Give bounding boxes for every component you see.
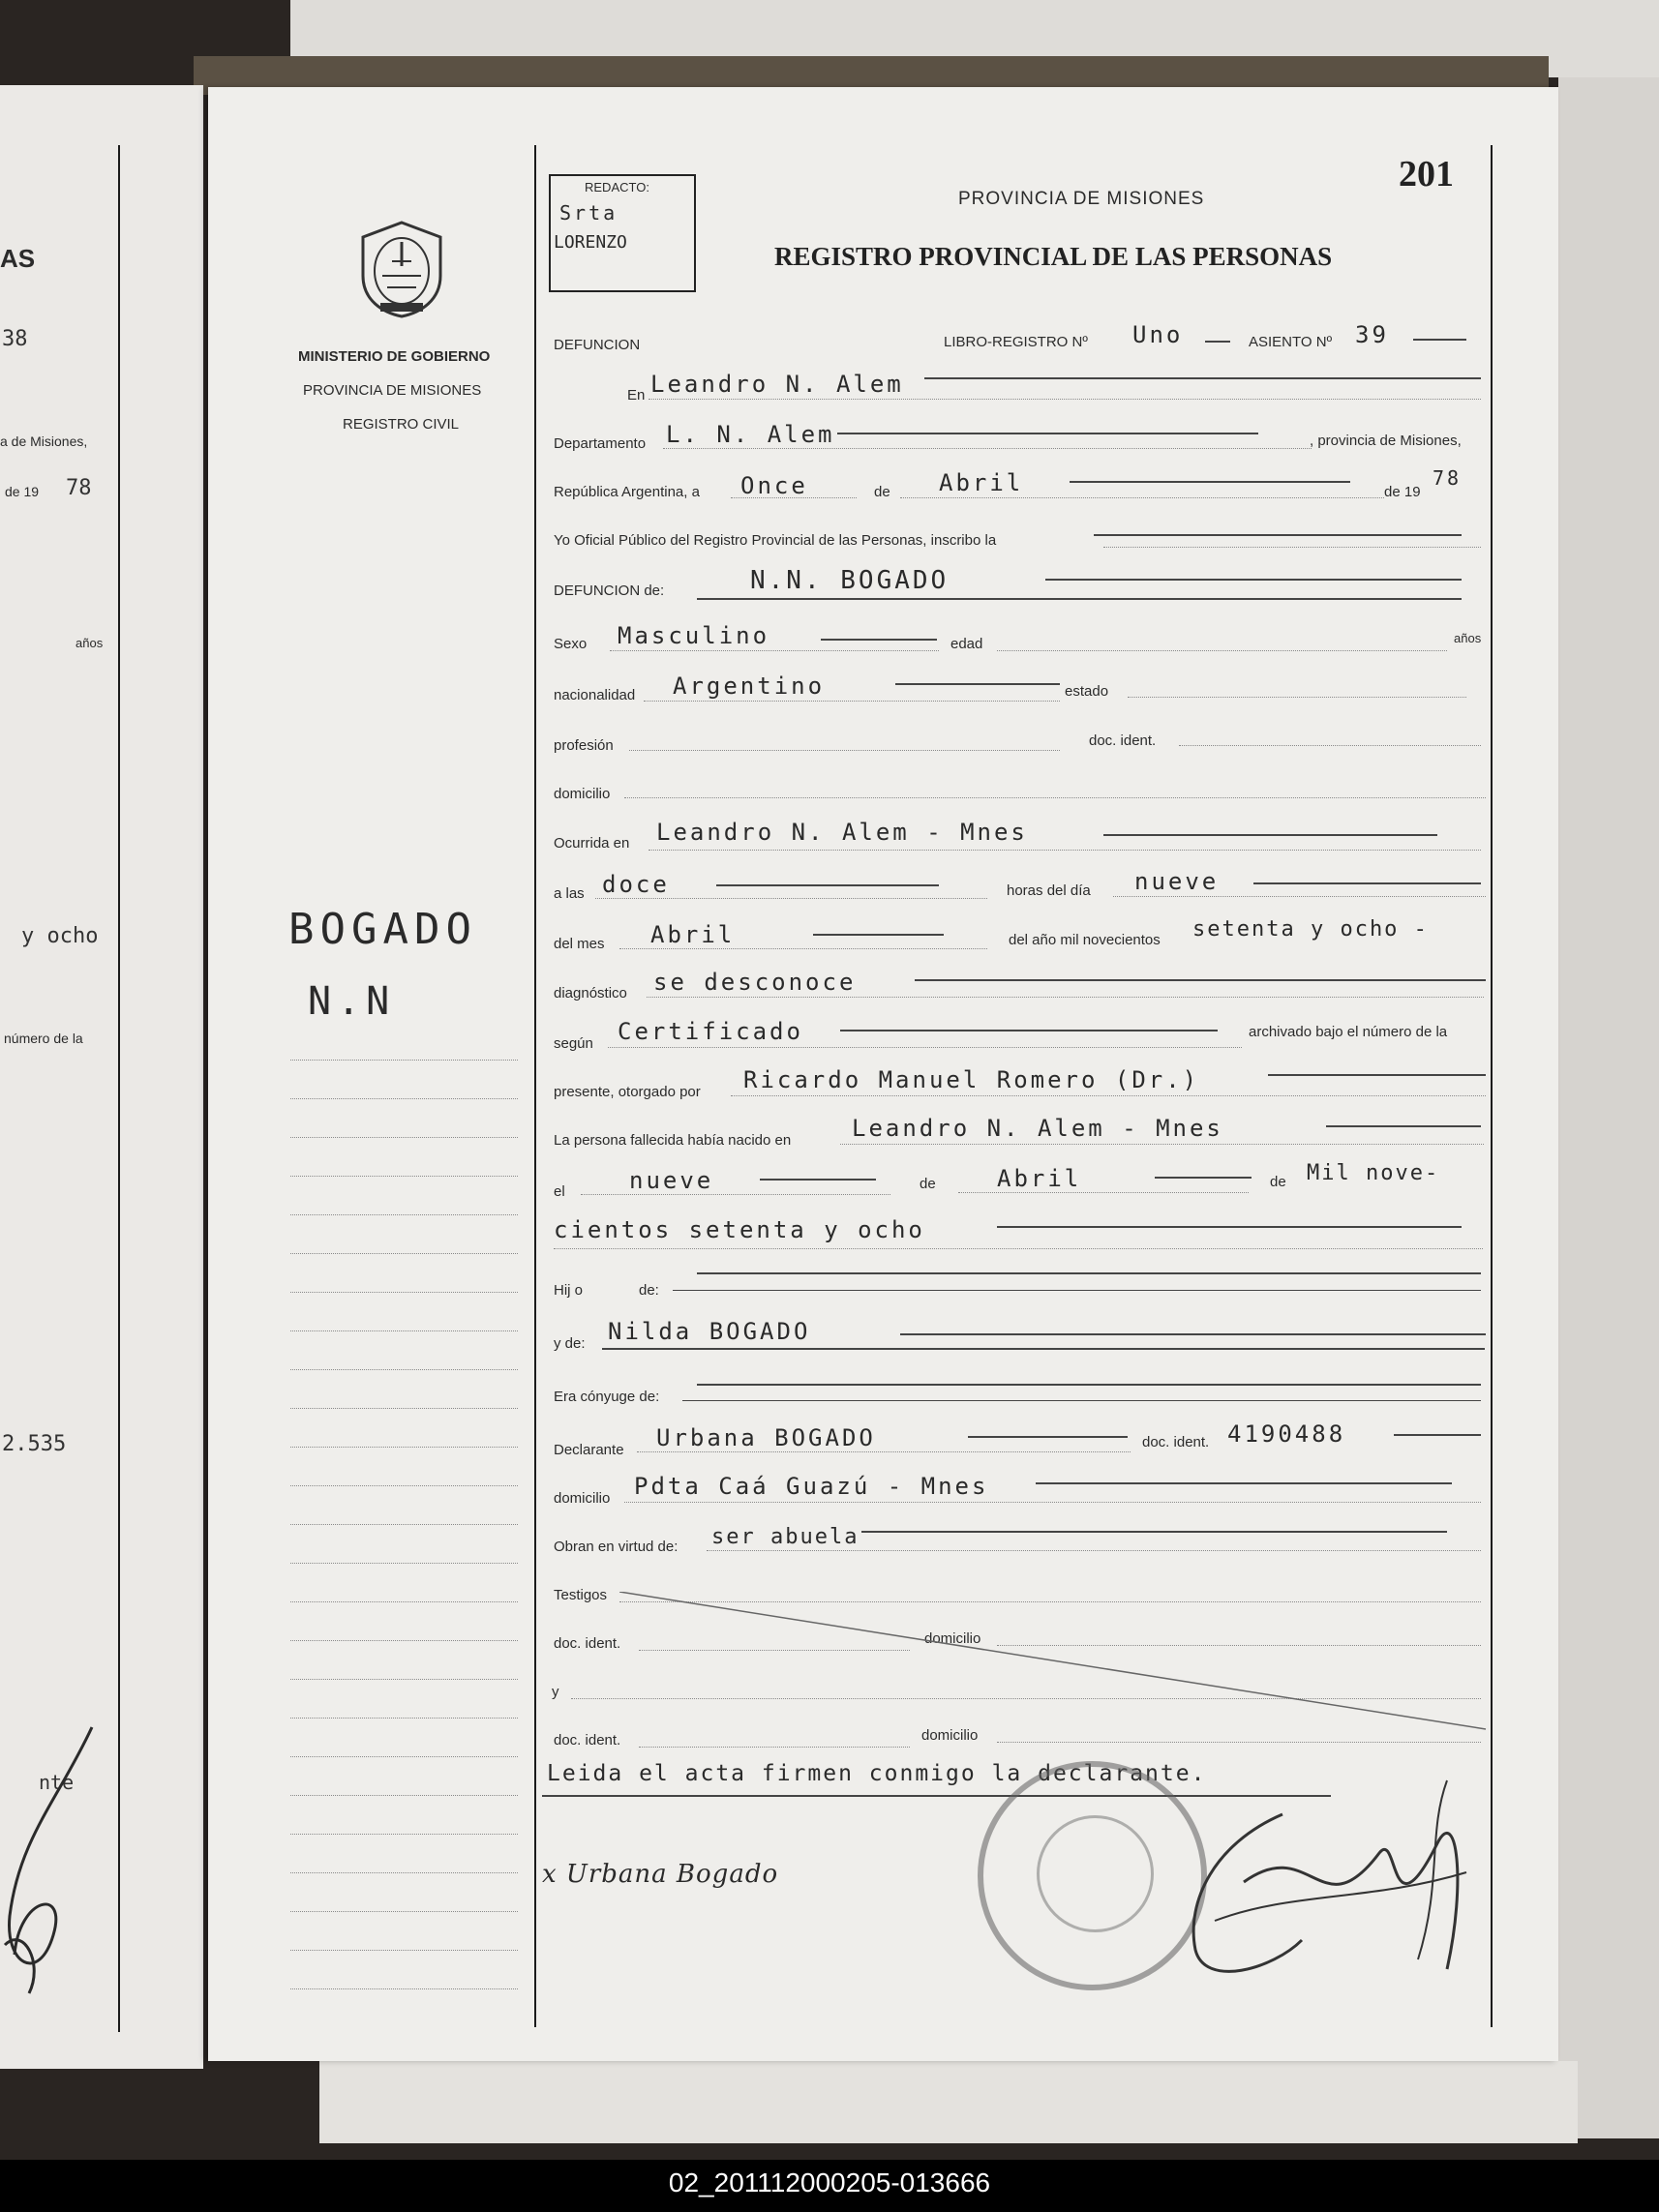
asiento-dash xyxy=(1413,339,1466,341)
ocurrida-value: Leandro N. Alem - Mnes xyxy=(656,819,1028,846)
departamento-label: Departamento xyxy=(554,435,647,452)
decl-domicilio-value: Pdta Caá Guazú - Mnes xyxy=(634,1473,989,1500)
libro-value: Uno xyxy=(1132,321,1184,348)
conyuge-line xyxy=(682,1400,1481,1401)
testigo1-domicilio-label: domicilio xyxy=(924,1630,981,1647)
anos-label: años xyxy=(1454,631,1482,645)
obran-line xyxy=(707,1550,1481,1551)
presente-dash xyxy=(1268,1074,1486,1076)
misiones-coat-of-arms-icon xyxy=(353,218,450,319)
right-rule xyxy=(1491,145,1493,2027)
segun-dash xyxy=(840,1030,1218,1031)
presente-label: presente, otorgado por xyxy=(554,1084,701,1100)
left-fragment-nte: nte xyxy=(39,1771,75,1794)
declarant-signature: x Urbana Bogado xyxy=(542,1860,779,1889)
hijo-dash xyxy=(697,1272,1481,1274)
obran-value: ser abuela xyxy=(711,1525,860,1549)
estado-line xyxy=(1128,697,1466,698)
del-mes-dash xyxy=(813,934,944,936)
en-value: Leandro N. Alem xyxy=(650,371,904,398)
horas-line xyxy=(1113,896,1486,897)
mes2-value: Abril xyxy=(997,1165,1082,1192)
defuncion-de-value: N.N. BOGADO xyxy=(750,566,950,595)
provincia-suffix: , provincia de Misiones, xyxy=(1310,433,1462,449)
margin-rule xyxy=(534,145,536,2027)
nacido-value: Leandro N. Alem - Mnes xyxy=(852,1115,1223,1142)
ocurrida-line xyxy=(649,850,1481,851)
conyuge-dash xyxy=(697,1384,1481,1386)
decl-doc-value: 4190488 xyxy=(1227,1420,1346,1448)
y-label: y xyxy=(552,1684,559,1700)
a-las-value: doce xyxy=(602,871,670,898)
nacionalidad-value: Argentino xyxy=(673,673,826,700)
testigos-label: Testigos xyxy=(554,1587,608,1603)
defuncion-underline xyxy=(697,598,1462,600)
doc-ident-line xyxy=(1179,745,1481,746)
domicilio-label: domicilio xyxy=(554,786,611,802)
province-header: PROVINCIA DE MISIONES xyxy=(958,189,1205,209)
decl-domicilio-line xyxy=(624,1502,1481,1503)
diagnostico-label: diagnóstico xyxy=(554,985,627,1001)
testigo2-domicilio-label: domicilio xyxy=(921,1727,979,1744)
republica-label: República Argentina, a xyxy=(554,484,700,500)
en-line xyxy=(649,399,1481,400)
anio2-value-cont: cientos setenta y ocho xyxy=(554,1216,925,1243)
oficial-line xyxy=(1103,547,1481,548)
sexo-line xyxy=(610,650,939,651)
registry-title: REGISTRO PROVINCIAL DE LAS PERSONAS xyxy=(774,242,1333,271)
presente-value: Ricardo Manuel Romero (Dr.) xyxy=(743,1066,1200,1093)
libro-label: LIBRO-REGISTRO Nº xyxy=(944,334,1088,350)
edad-label: edad xyxy=(950,636,983,652)
estado-label: estado xyxy=(1065,683,1109,700)
mes-dash xyxy=(1070,481,1350,483)
mes2-dash xyxy=(1155,1177,1252,1179)
sexo-dash xyxy=(821,639,937,641)
left-fragment-misiones: a de Misiones, xyxy=(0,433,88,449)
closing-note: Leida el acta firmen conmigo la declarante. xyxy=(547,1761,1207,1786)
obran-label: Obran en virtud de: xyxy=(554,1539,679,1555)
ministry-line1: MINISTERIO DE GOBIERNO xyxy=(298,348,491,365)
doc-ident-label: doc. ident. xyxy=(1089,732,1157,749)
el-label: el xyxy=(554,1183,565,1200)
en-dash xyxy=(924,377,1481,379)
background-bottom xyxy=(319,2061,1578,2143)
nacionalidad-label: nacionalidad xyxy=(554,687,636,703)
obran-dash xyxy=(861,1531,1447,1533)
profesion-line xyxy=(629,750,1060,751)
a-las-dash xyxy=(716,884,939,886)
sexo-value: Masculino xyxy=(618,622,770,649)
presente-line xyxy=(731,1095,1486,1096)
asiento-value: 39 xyxy=(1355,321,1389,348)
testigo1-doc-label: doc. ident. xyxy=(554,1635,621,1652)
archivado-label: archivado bajo el número de la xyxy=(1249,1024,1448,1040)
libro-dash xyxy=(1205,341,1230,343)
left-fragment-78: 78 xyxy=(66,476,92,500)
domicilio-line xyxy=(624,797,1486,798)
mes2-line xyxy=(958,1192,1249,1193)
del-anio-value: setenta y ocho - xyxy=(1192,917,1429,942)
de19-label: de 19 xyxy=(1384,484,1421,500)
declarante-dash xyxy=(968,1436,1128,1438)
del-mes-label: del mes xyxy=(554,936,605,952)
anio2-cont-dash xyxy=(997,1226,1462,1228)
declarante-label: Declarante xyxy=(554,1442,624,1458)
nacionalidad-dash xyxy=(895,683,1060,685)
background-right xyxy=(1558,77,1659,2138)
de2-label: de xyxy=(920,1176,936,1192)
defuncion-label: DEFUNCION xyxy=(554,337,641,353)
segun-label: según xyxy=(554,1035,593,1052)
nacido-dash xyxy=(1326,1125,1481,1127)
nacionalidad-line xyxy=(644,701,1060,702)
footer-caption: 02_201112000205-013666 xyxy=(668,2167,991,2197)
left-fragment-anos: años xyxy=(75,636,104,650)
oficial-dash xyxy=(1094,534,1462,536)
el-dash xyxy=(760,1179,876,1181)
departamento-line xyxy=(663,448,1312,449)
anio2-cont-line xyxy=(554,1248,1483,1249)
diagnostico-value: se desconoce xyxy=(653,969,857,996)
redacto-label: REDACTO: xyxy=(585,180,649,194)
profesion-label: profesión xyxy=(554,737,614,754)
departamento-dash xyxy=(837,433,1258,434)
anio2-value: Mil nove- xyxy=(1307,1161,1440,1185)
segun-value: Certificado xyxy=(618,1018,803,1045)
decl-domicilio-dash xyxy=(1036,1482,1452,1484)
margin-surname: BOGADO xyxy=(288,905,477,954)
ministry-line2: PROVINCIA DE MISIONES xyxy=(303,382,482,399)
testigo2-doc-line xyxy=(639,1747,910,1748)
decl-doc-label: doc. ident. xyxy=(1142,1434,1210,1450)
left-fragment-38: 38 xyxy=(2,327,28,351)
y-de-underline xyxy=(602,1348,1485,1350)
left-fragment-2535: 2.535 xyxy=(2,1432,67,1456)
horas-label: horas del día xyxy=(1007,882,1091,899)
dia-value: Once xyxy=(740,472,808,499)
edad-line xyxy=(997,650,1447,651)
el-value: nueve xyxy=(629,1167,714,1194)
hijo-de-label: de: xyxy=(639,1282,659,1299)
diagnostico-line xyxy=(647,997,1484,998)
defuncion-de-label: DEFUNCION de: xyxy=(554,583,665,599)
del-anio-label: del año mil novecientos xyxy=(1009,932,1161,948)
previous-page-rule xyxy=(118,145,120,2032)
y-de-dash xyxy=(900,1333,1486,1335)
del-mes-value: Abril xyxy=(650,921,736,948)
nacido-line xyxy=(840,1144,1484,1145)
official-stamp-inner xyxy=(1037,1815,1154,1932)
left-fragment-numero: número de la xyxy=(4,1031,83,1046)
el-line xyxy=(581,1194,890,1195)
page-number: 201 xyxy=(1399,154,1454,194)
declarante-value: Urbana BOGADO xyxy=(656,1424,876,1451)
departamento-value: L. N. Alem xyxy=(666,421,835,448)
nacido-label: La persona fallecida había nacido en xyxy=(554,1132,792,1149)
defuncion-dash xyxy=(1045,579,1462,581)
left-signature-scribble xyxy=(0,1722,116,2013)
official-signature xyxy=(1157,1776,1486,2008)
a-las-line xyxy=(595,898,987,899)
de3-label: de xyxy=(1270,1174,1286,1190)
testigo2-domicilio-line xyxy=(997,1742,1481,1743)
anio-value: 78 xyxy=(1433,466,1463,490)
ocurrida-dash xyxy=(1103,834,1437,836)
left-fragment-as: AS xyxy=(0,244,36,273)
y-de-label: y de: xyxy=(554,1335,586,1352)
left-fragment-de19: de 19 xyxy=(5,484,40,499)
decl-doc-dash xyxy=(1394,1434,1481,1436)
segun-line xyxy=(608,1047,1242,1048)
hijo-label: Hij o xyxy=(554,1282,584,1299)
mes-value: Abril xyxy=(939,469,1024,496)
redacto-name-line2: LORENZO xyxy=(554,232,627,253)
asiento-label: ASIENTO Nº xyxy=(1249,334,1333,350)
y-de-value: Nilda BOGADO xyxy=(608,1318,811,1345)
mes-line xyxy=(900,497,1384,498)
hijo-line xyxy=(673,1290,1481,1291)
diagnostico-dash xyxy=(915,979,1486,981)
de-label: de xyxy=(874,484,890,500)
left-fragment-y-ocho: y ocho xyxy=(21,924,99,948)
redacto-name-line1: Srta xyxy=(559,201,618,224)
oficial-text: Yo Oficial Público del Registro Provincial de las Personas, inscribo la xyxy=(554,532,997,549)
ministry-line3: REGISTRO CIVIL xyxy=(343,416,460,433)
sexo-label: Sexo xyxy=(554,636,588,652)
en-label: En xyxy=(627,387,646,404)
testigo2-doc-label: doc. ident. xyxy=(554,1732,621,1749)
declarante-line xyxy=(637,1451,1131,1452)
ocurrida-label: Ocurrida en xyxy=(554,835,630,852)
decl-domicilio-label: domicilio xyxy=(554,1490,611,1507)
margin-given-name: N.N xyxy=(308,979,396,1024)
horas-value: nueve xyxy=(1134,868,1220,895)
testigos-strike-line xyxy=(619,1592,1491,1737)
horas-dash xyxy=(1253,882,1481,884)
a-las-label: a las xyxy=(554,885,585,902)
del-mes-line xyxy=(619,948,987,949)
conyuge-label: Era cónyuge de: xyxy=(554,1389,660,1405)
dia-line xyxy=(731,497,857,498)
